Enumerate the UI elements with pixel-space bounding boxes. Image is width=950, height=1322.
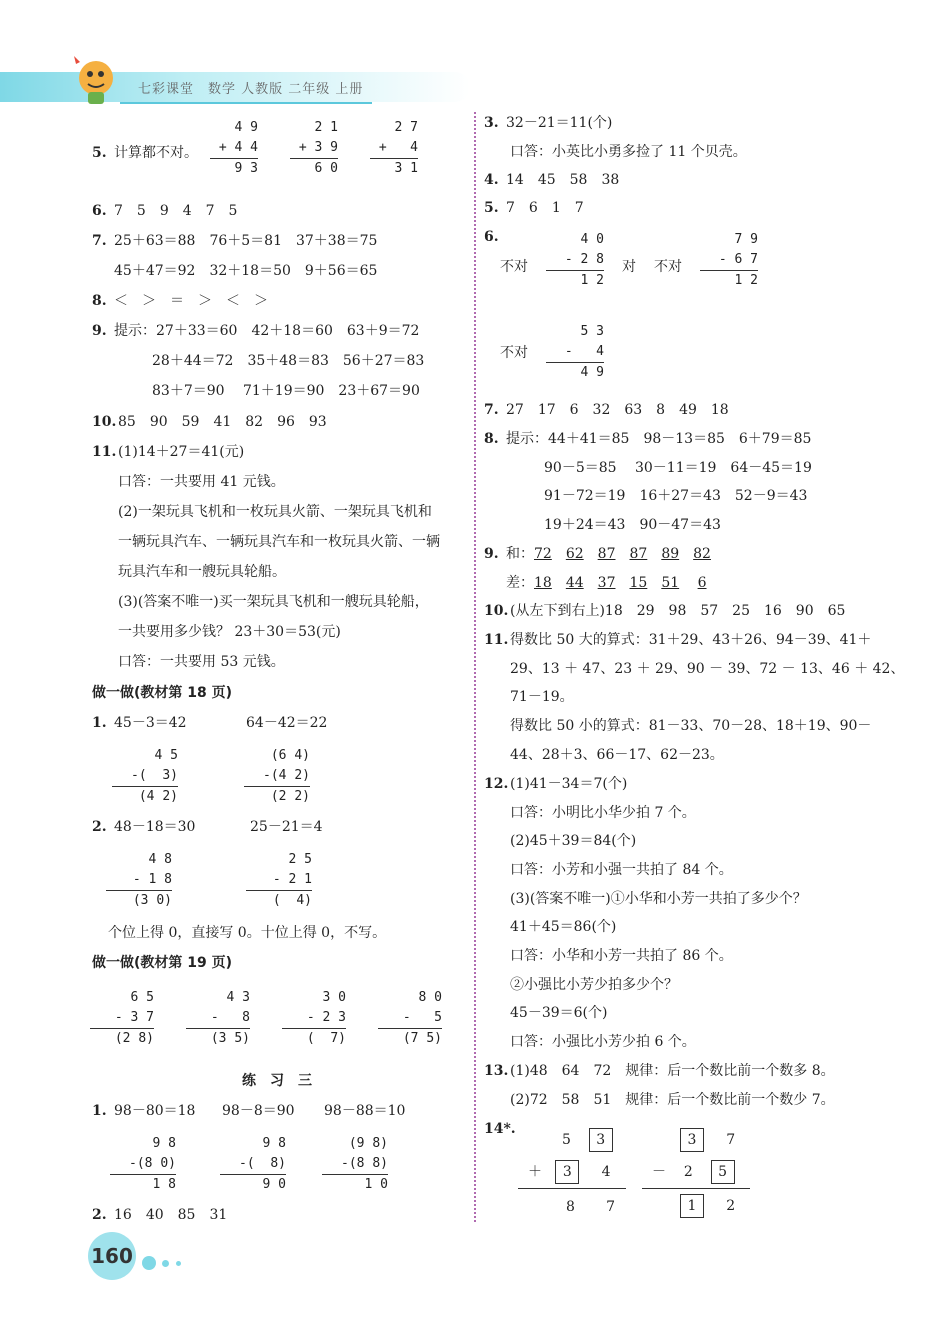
q5-left: 5. 计算都不对。 <box>92 145 198 161</box>
s18-1a: 1. 45－3＝42 <box>92 715 187 731</box>
q14-label: 14*. <box>484 1121 516 1137</box>
q11-right-c: 71－19。 <box>510 689 574 705</box>
q9-left-b: 28＋44＝72 35＋48＝83 56＋27＝83 <box>152 353 425 369</box>
q3-right-b: 口答：小英比小勇多捡了 11 个贝壳。 <box>510 144 747 160</box>
q11-right-b: 29、13 ＋ 47、23 ＋ 29、90 － 39、72 － 13、46 ＋ 42、 <box>510 661 905 677</box>
q9-sum-row: 9. 和：72 62 87 87 89 82 <box>484 546 711 562</box>
q11-right-e: 44、28＋3、66－17、62－23。 <box>510 747 724 763</box>
q3-right-a: 3. 32－21＝11(个) <box>484 115 613 131</box>
q12-right-g: 口答：小华和小芳一共拍了 86 个。 <box>510 948 733 964</box>
q9-left-a: 9. 提示：27＋33＝60 42＋18＝60 63＋9＝72 <box>92 323 420 339</box>
section-exercise-3: 练 习 三 <box>242 1073 312 1089</box>
calc-ex3a: 9 8 -(8 0) 1 8 <box>110 1134 176 1195</box>
calc-ex3c: (9 8) -(8 8) 1 0 <box>322 1134 388 1195</box>
calc-18a: 4 5 -( 3) (4 2) <box>112 746 178 807</box>
q12-right-d: 口答：小芳和小强一共拍了 84 个。 <box>510 862 733 878</box>
q8-left: 8. ＜ ＞ ＝ ＞ ＜ ＞ <box>92 293 268 309</box>
q6-right-label: 6. <box>484 229 499 245</box>
header-title: 七彩课堂 数学 人教版 二年级 上册 <box>138 82 364 97</box>
q6-right: 对 <box>622 259 636 275</box>
calc-18d: 2 5 - 2 1 ( 4) <box>246 850 312 911</box>
q8-right-a: 8. 提示：44＋41＝85 98－13＝85 6＋79＝85 <box>484 431 812 447</box>
q6-left: 6. 7 5 9 4 7 5 <box>92 203 238 219</box>
header-line <box>120 102 372 104</box>
calc-5a: 4 9 + 4 4 9 3 <box>210 118 258 179</box>
calc-r6b: 7 9 - 6 7 1 2 <box>700 230 758 291</box>
calc-5c: 2 7 + 4 3 1 <box>370 118 418 179</box>
q12-right-b: 口答：小明比小华少拍 7 个。 <box>510 805 696 821</box>
footer-dot-3 <box>176 1261 181 1266</box>
q11-left-d: 一辆玩具汽车、一辆玩具汽车和一枚玩具火箭、一辆 <box>118 534 440 550</box>
q8-right-c: 91－72＝19 16＋27＝43 52－9＝43 <box>544 488 808 504</box>
s18-2a: 2. 48－18＝30 <box>92 819 196 835</box>
calc-19a: 6 5 - 3 7 (2 8) <box>90 988 154 1049</box>
ex3-1a: 1. 98－80＝18 <box>92 1103 196 1119</box>
s18-2b: 25－21＝4 <box>250 819 323 835</box>
calc-ex3b: 9 8 -( 8) 9 0 <box>220 1134 286 1195</box>
q6-wrong-2: 不对 <box>654 259 682 275</box>
q11-right-a: 11. 得数比 50 大的算式：31＋29、43＋26、94－39、41＋ <box>484 632 872 648</box>
q6-wrong-3: 不对 <box>500 345 528 361</box>
q7-right: 7. 27 17 6 32 63 8 49 18 <box>484 402 729 418</box>
q12-right-f: 41＋45＝86(个) <box>510 919 617 935</box>
q11-left-e: 玩具汽车和一艘玩具轮船。 <box>118 564 286 580</box>
q14a-bar <box>518 1188 626 1189</box>
q14a-bot: 8 7 <box>566 1199 615 1215</box>
q11-left-c: (2)一架玩具飞机和一枚玩具火箭、一架玩具飞机和 <box>118 504 432 520</box>
ex3-1c: 98－88＝10 <box>324 1103 406 1119</box>
q6-wrong-1: 不对 <box>500 259 528 275</box>
q12-right-h: ②小强比小芳少拍多少个？ <box>510 977 678 993</box>
q13-right-b: (2)72 58 51 规律：后一个数比前一个数少 7。 <box>510 1092 835 1108</box>
q11-left-b: 口答：一共要用 41 元钱。 <box>118 474 285 490</box>
calc-19c: 3 0 - 2 3 ( 7) <box>282 988 346 1049</box>
calc-19b: 4 3 - 8 (3 5) <box>186 988 250 1049</box>
q10-left: 10. 85 90 59 41 82 96 93 <box>92 414 327 430</box>
calc-19d: 8 0 - 5 (7 5) <box>378 988 442 1049</box>
calc-18b: (6 4) -(4 2) (2 2) <box>244 746 310 807</box>
q5-right: 5. 7 6 1 7 <box>484 200 584 216</box>
ex3-2: 2. 16 40 85 31 <box>92 1207 228 1223</box>
q8-right-b: 90－5＝85 30－11＝19 64－45＝19 <box>544 460 812 476</box>
q14a-mid: ＋ 3 4 <box>528 1160 611 1184</box>
mascot-icon <box>66 48 126 106</box>
q12-right-j: 口答：小强比小芳少拍 6 个。 <box>510 1034 696 1050</box>
ex3-1b: 98－8＝90 <box>222 1103 295 1119</box>
q9-left-c: 83＋7＝90 71＋19＝90 23＋67＝90 <box>152 383 420 399</box>
q12-right-i: 45－39＝6(个) <box>510 1005 608 1021</box>
footer-dot-2 <box>162 1260 169 1267</box>
calc-18c: 4 8 - 1 8 (3 0) <box>106 850 172 911</box>
calc-r6a: 4 0 - 2 8 1 2 <box>546 230 604 291</box>
q14b-bar <box>642 1188 750 1189</box>
q14a-top: 5 3 <box>562 1128 613 1152</box>
s18-1b: 64－42＝22 <box>246 715 328 731</box>
q9-diff-row: 差：18 44 37 15 51 6 <box>506 575 707 591</box>
column-divider <box>474 112 476 1222</box>
q12-right-e: (3)(答案不唯一)①小华和小芳一共拍了多少个？ <box>510 891 807 907</box>
page-number: 160 <box>88 1232 136 1280</box>
q14b-bot: 1 2 <box>680 1194 735 1218</box>
section-textbook-p18: 做一做(教材第 18 页) <box>92 685 233 701</box>
section-textbook-p19: 做一做(教材第 19 页) <box>92 955 233 971</box>
q11-left-h: 口答：一共要用 53 元钱。 <box>118 654 285 670</box>
q12-right-a: 12. (1)41－34＝7(个) <box>484 776 628 792</box>
q11-left-a: 11. (1)14＋27＝41(元) <box>92 444 245 460</box>
calc-r6c: 5 3 - 4 4 9 <box>546 322 604 383</box>
footer-dot-1 <box>142 1256 156 1270</box>
calc-5b: 2 1 + 3 9 6 0 <box>290 118 338 179</box>
q7-left-a: 7. 25＋63＝88 76＋5＝81 37＋38＝75 <box>92 233 378 249</box>
q11-left-f: (3)(答案不唯一)买一架玩具飞机和一艘玩具轮船， <box>118 594 429 610</box>
s18-note: 个位上得 0，直接写 0。十位上得 0，不写。 <box>108 925 387 941</box>
q7-left-b: 45＋47＝92 32＋18＝50 9＋56＝65 <box>114 263 378 279</box>
q14b-mid: － 2 5 <box>652 1160 735 1184</box>
q11-right-d: 得数比 50 小的算式：81－33、70－28、18＋19、90－ <box>510 718 872 734</box>
q14b-top: 3 7 <box>680 1128 735 1152</box>
q8-right-d: 19＋24＝43 90－47＝43 <box>544 517 721 533</box>
q12-right-c: (2)45＋39＝84(个) <box>510 833 637 849</box>
q11-left-g: 一共要用多少钱？ 23＋30＝53(元) <box>118 624 341 640</box>
q4-right: 4. 14 45 58 38 <box>484 172 620 188</box>
q13-right-a: 13. (1)48 64 72 规律：后一个数比前一个数多 8。 <box>484 1063 835 1079</box>
q10-right: 10. (从左下到右上)18 29 98 57 25 16 90 65 <box>484 603 846 619</box>
